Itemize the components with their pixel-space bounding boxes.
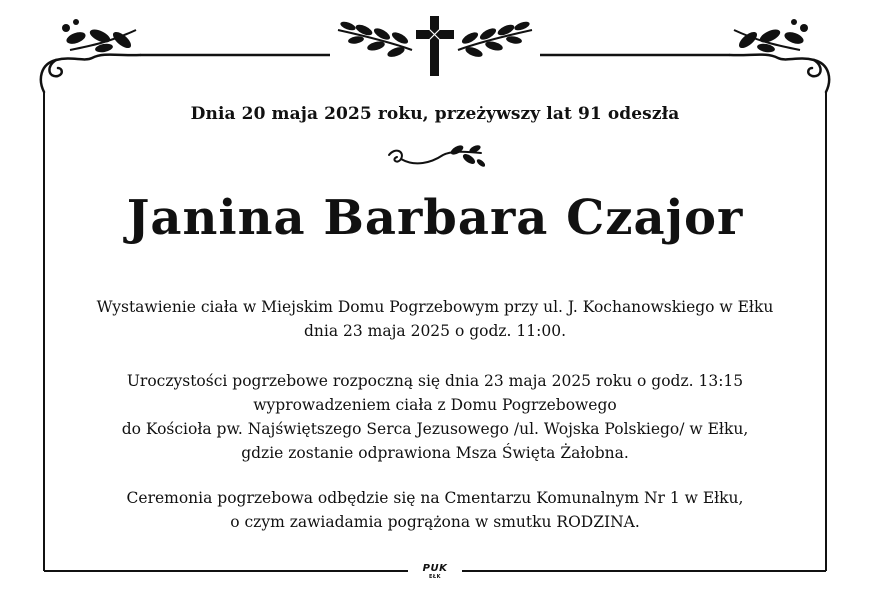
burial-line-1: Ceremonia pogrzebowa odbędzie się na Cmentarzu Komunalnym Nr 1 w Ełku,	[126, 489, 744, 507]
burial-line-2: o czym zawiadamia pogrążona w smutku RODZINA.	[230, 513, 640, 531]
intro-line: Dnia 20 maja 2025 roku, przeżywszy lat 91 odeszła	[190, 104, 680, 124]
viewing-line-1: Wystawienie ciała w Miejskim Domu Pogrzebowym przy ul. J. Kochanowskiego w Ełku	[96, 298, 774, 316]
viewing-paragraph	[44, 295, 826, 343]
viewing-line-2: dnia 23 maja 2025 o godz. 11:00.	[303, 322, 567, 340]
deceased-name: Janina Barbara Czajor	[126, 190, 744, 246]
logo-sub-text: EŁK	[428, 574, 441, 580]
burial-paragraph	[44, 486, 826, 534]
puk-logo	[408, 563, 462, 585]
ceremony-line-3: do Kościoła pw. Najświętszego Serca Jezusowego /ul. Wojska Polskiego/ w Ełku,	[121, 420, 749, 438]
ceremony-line-4: gdzie zostanie odprawiona Msza Święta Żałobna.	[241, 444, 629, 462]
ceremony-line-1: Uroczystości pogrzebowe rozpoczną się dnia 23 maja 2025 roku o godz. 13:15	[126, 372, 744, 390]
leaf-flourish-icon	[385, 141, 485, 175]
logo-main-text: PUK	[422, 563, 448, 574]
ceremony-paragraph	[44, 369, 826, 465]
notice-content	[44, 0, 826, 615]
ceremony-line-2: wyprowadzeniem ciała z Domu Pogrzebowego	[253, 396, 617, 414]
